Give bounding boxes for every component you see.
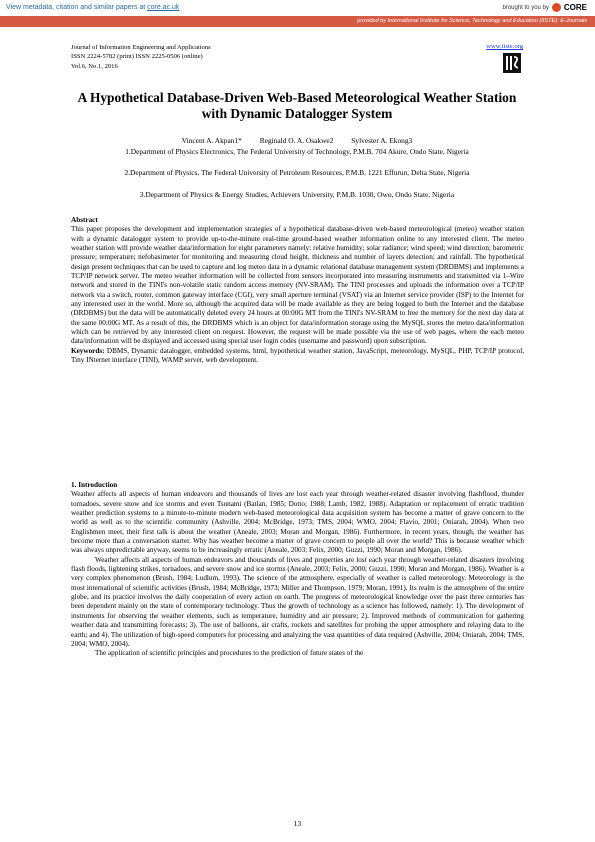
keywords-label: Keywords:: [71, 346, 105, 355]
keywords-text: DBMS, Dynamic datalogger, embedded systems, html, hypothetical weather station, JavaScript, meteorology, MySQL, PHP, TCP/IP protocol, Tiny INternet interface (TINI), WAMP server, web development.: [71, 346, 524, 365]
introduction-heading: 1. Introduction: [71, 481, 118, 489]
affiliation-2: 2.Department of Physics, The Federal University of Petroleum Resources, P.M.B. 1221 Effurun, Delta State, Nigeria: [124, 168, 470, 177]
iiste-provider-bar: [0, 16, 595, 27]
journal-website-link[interactable]: www.iiste.org: [486, 43, 523, 50]
core-link[interactable]: core.ac.uk: [147, 4, 180, 11]
core-brought-by[interactable]: brought to you by CORE: [502, 3, 587, 12]
author-3: Sylvester A. Ekong3: [351, 136, 413, 145]
core-logo: CORE: [563, 3, 587, 12]
abstract-section: [71, 216, 524, 366]
journal-info: [71, 43, 211, 71]
paper-title: A Hypothetical Database-Driven Web-Based Meteorological Weather Station with Dynamic Datalogger System: [77, 90, 517, 121]
page-number: 13: [293, 819, 302, 828]
introduction-paragraph-3: The application of scientific principles and procedures to the prediction of future states of the: [95, 649, 364, 658]
introduction-paragraph-1: Weather affects all aspects of human endeavors and thousands of lives are lost each year through weather-related disaster involving flashflood, thunder tornadoes, severe snow and ice storms and even Tsunami (Batlan, 1985; Dotto; 1988; Lamb, 1982, 1988). Adaptation or replacement of erratic tradition weather prediction systems to a minute-to-minute modern web-based meteorological data acquisition system has become a matter of grave concern to the world as well as to the scientific community (Ashville, 2004; McBridge, 1973; TMS, 2004; WMO, 2004; Flavio, 2001; Oniarah, 2004). When two Englishmen meet, their first talk is about the weather (Aneale, 2003; Moran and Morgan, 1986). Furthermore, in recent years, though, the weather has become more than a conversation starter. Why has weather become a matter of grave concern to people all over the world? This is because weather which was always unpredictable anyway, seems to be increasingly erratic (Aneale, 2003; Felix, 2000; Guzzi, 1990; Moran and Morgan, 1986).: [71, 490, 524, 555]
author-2: Reginald O. A. Osakwe2: [259, 136, 334, 145]
journal-name: Journal of Information Engineering and Applications: [71, 44, 211, 51]
abstract-text: This paper proposes the development and implementation strategies of a hypothetical database-driven web-based meteorological (meteo) weather station with a dynamic datalogger system to provide up-to-the-minute real-time ground-based weather information online to any interested client. The meteo weather station will provide weather data/information for eight parameters namely: relative humidity; solar radiance; wind speed; wind direction; barometric pressure; temperature; nefobasimeter for monitoring and measuring cloud height, thickness and number of layers detection; and rainfall. The hypothetical design present techniques that can be used to capture and log meteo data in a dynamic relational database management system (DRDBMS) and implements a TCP/IP network server. The meteo weather information will be collected from sensors incorporated into measuring instruments and transmitted via 1–Wire network and stored in the TINI's non-volatile static random access memory (NV-SRAM). The TINI processes and uploads the information over a TCP/IP network via a switch, router, common gateway interface (CGI), very small aperture terminal (VSAT) via an Internet service provider (ISP) to the Internet for any interested user in the world. More so, although the acquired data will be made available as they are being logged to both the Internet and the database (DRDBMS) but the data will be automatically deleted every 24 hours at 00:00G MT from the TINI's NV-SRAM to free the memory for the next day data at the same 00:00G MT. As a result of this, the DRDBMS which is an object for data/information storage using the MySQL stores the meteo data/information which can be retrieved by any interested client on request. However, the request will be made possible via the use of web pages, where the each meteo data/information will be displayed and accessed using special user login codes (username and password) upon subscription.: [71, 225, 524, 346]
journal-issn: ISSN 2224-5782 (print) ISSN 2225-0506 (online): [71, 53, 203, 61]
iiste-logo-icon: [503, 53, 521, 73]
affiliation-3: 3.Department of Physics & Energy Studies, Achievers University, P.M.B. 1030, Owo, Ondo State, Nigeria: [139, 190, 455, 199]
abstract-heading: Abstract: [71, 216, 98, 224]
core-banner: [0, 0, 595, 16]
introduction-paragraph-2: Weather affects all aspects of human endeavors and thousands of lives and properties are lost each year through weather-related disasters involving flash floods, lightening strikes, tornadoes, and severe snow and ice storms (Aneale, 2003; Felix, 2000; Guzzi, 1990; Moran and Morgan, 1986). Weather is a very complex phenomenon (Brush, 1984; Ludlum, 1993). The science of the atmosphere, especially of weather is called meteorology. Meteorology is the most international of scientific activities (Brush, 1984; McBridge, 1973; Miller and Thompson, 1979; Moran, 1991). Its realm is the atmosphere of the entire globe, and its practice involves the daily cooperation of every action on earth. The progress of meteorological knowledge over the past three centuries has been dependent mainly on the state of contemporary technology. Thus the growth of technology as a science has followed, namely: 1). The development of instruments for observing the weather elements, such as temperature, humidity and air pressure; 2). Improved methods of communication for gathering weather data and transmitting forecasts; 3). The use of balloons, air crafts, rockets and satellites for probing the upper atmosphere and relaying data to the earth; and 4). The utilization of high-speed computers for processing and analyzing the vast quantities of data required (Ashville, 2004; Oniarah, 2004; TMS, 2004; WMO, 2004).: [71, 555, 524, 648]
author-list: [70, 136, 524, 145]
core-circle-icon: [552, 3, 561, 12]
keywords-line: [71, 347, 524, 366]
author-1: Vincent A. Akpan1*: [181, 136, 242, 145]
journal-volume: Vol.6, No.1, 2016: [71, 62, 118, 70]
iiste-provider-text[interactable]: provided by International Institute for Science, Technology and Education (IISTE): E-Journals: [357, 18, 587, 24]
iiste-logo: [503, 53, 521, 73]
introduction-section: [71, 481, 524, 659]
core-metadata-text: View metadata, citation and similar papers at core.ac.uk: [6, 4, 180, 11]
affiliation-1: 1.Department of Physics Electronics, The Federal University of Technology, P.M.B. 704 Akure, Ondo State, Nigeria: [125, 147, 469, 156]
